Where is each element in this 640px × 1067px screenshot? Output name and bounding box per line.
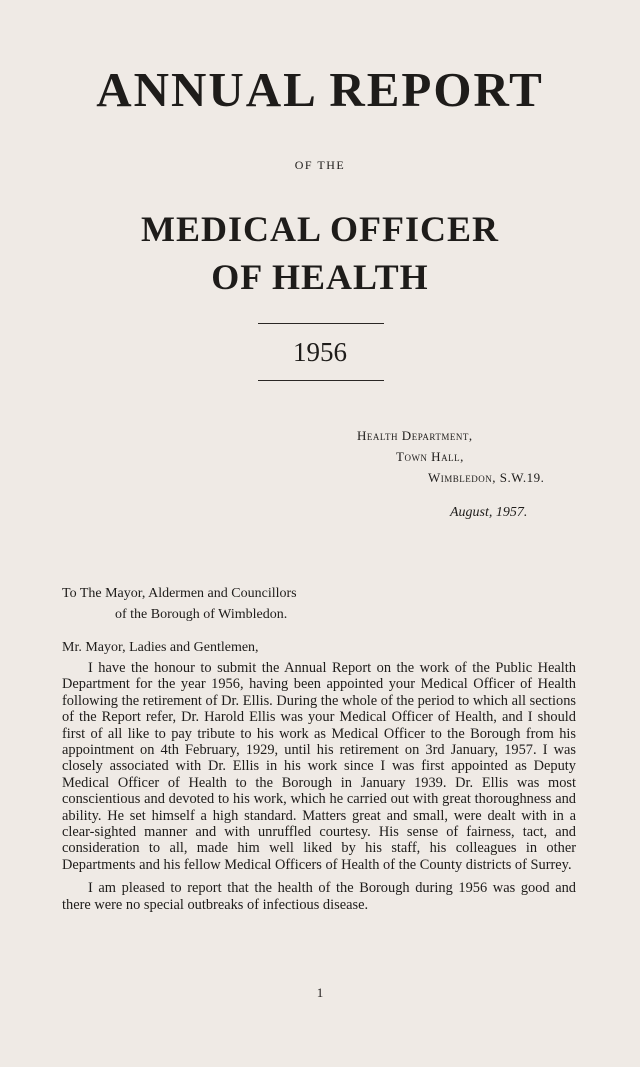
report-year: 1956 bbox=[293, 337, 347, 367]
recipient-line-1: To The Mayor, Aldermen and Councillors bbox=[62, 586, 297, 601]
divider-bottom bbox=[258, 380, 384, 381]
divider-top bbox=[258, 323, 384, 324]
salutation: Mr. Mayor, Ladies and Gentlemen, bbox=[62, 640, 259, 655]
recipient-block bbox=[62, 583, 297, 625]
address-line-2: Town Hall, bbox=[396, 449, 464, 464]
body-paragraph-2: I am pleased to report that the health of the Borough during 1956 was good and there were no special outbreaks of infectious disease. bbox=[62, 880, 576, 913]
recipient-line-2: of the Borough of Wimbledon. bbox=[115, 607, 288, 622]
report-title: ANNUAL REPORT bbox=[96, 62, 544, 117]
sender-address bbox=[330, 425, 570, 488]
body-paragraph-1: I have the honour to submit the Annual Report on the work of the Public Health Department for the year 1956, having been appointed your Medical Officer of Health following the retirement of Dr. Ellis. During the whole of the period to which all sections of the Report refer, Dr. Harold Ellis was your Medical Officer of Health, and I should first of all like to pay tribute to his work as Medical Officer to the Borough from his appointment on 4th February, 1929, until his retirement on 3rd January, 1957. I was closely associated with Dr. Ellis in his work since I was first appointed as Deputy Medical Officer of Health to the Borough in January 1939. Dr. Ellis was most conscientious and devoted to his work, which he carried out with great thoroughness and ability. He set himself a high standard. Matters great and small, were dealt with in a clear-sighted manner and with unruffled courtesy. His sense of fairness, tact, and consideration to all, made him well liked by his staff, his colleagues in other Departments and his fellow Medical Officers of Health of the County districts of Surrey. bbox=[62, 660, 576, 873]
address-line-3: Wimbledon, S.W.19. bbox=[428, 470, 545, 485]
letter-date: August, 1957. bbox=[450, 505, 528, 520]
subtitle-line-1: MEDICAL OFFICER bbox=[140, 209, 500, 249]
of-the-label: OF THE bbox=[294, 158, 346, 172]
address-line-1: Health Department, bbox=[357, 428, 473, 443]
letter-body bbox=[62, 660, 576, 920]
report-subtitle bbox=[0, 205, 640, 301]
page-number: 1 bbox=[316, 985, 324, 1000]
subtitle-line-2: OF HEALTH bbox=[211, 257, 429, 297]
